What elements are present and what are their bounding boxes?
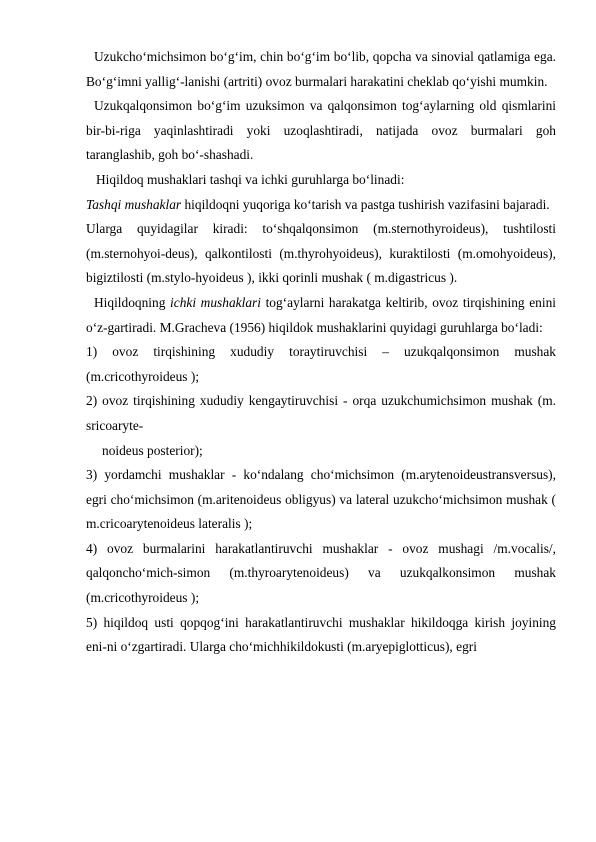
document-page <box>86 45 556 660</box>
list-item-1: 1) ovoz tirqishining xududiy toraytiruvchisi – uzukqalqonsimon mushak (m.cricothyroideus ); <box>86 344 556 384</box>
paragraph-external-list: Ularga quyidagilar kiradi: to‘shqalqonsimon (m.sternothyroideus), tushtilosti (m.sternohyoi-deus), qalkontilosti (m.thyrohyoideus), kuraktilosti (m.omohyoideus), bigiztilosti (m.stylo-hyoideus ), ikki qorinli mushak ( m.digastricus ). <box>86 221 556 286</box>
paragraph-text: tog‘aylarni harakatga keltirib, ovoz tirqishining enini o‘z-gartiradi. M.Gracheva (1956) hiqildok mushaklarini quyidagi guruhlarga bo‘ladi: <box>86 294 556 335</box>
italic-term-external: Tashqi mushaklar <box>86 196 182 212</box>
paragraph-muscle-groups: Hiqildoq mushaklari tashqi va ichki guruhlarga bo‘linadi: <box>96 171 405 187</box>
list-item-2: 2) ovoz tirqishining xududiy kengaytiruvchisi - orqa uzukchumichsimon mushak (m. sricoaryte- <box>86 393 556 433</box>
list-item-5: 5) hiqildoq usti qopqog‘ini harakatlantiruvchi mushaklar hikildoqga kirish joyining eni-ni o‘zgartiradi. Ularga cho‘michhikildokusti (m.aryepiglotticus), egri <box>86 614 556 655</box>
paragraph-internal-muscles <box>86 291 556 340</box>
list-item-2-continuation: noideus posterior); <box>102 442 203 458</box>
italic-term-internal: ichki mushaklari <box>170 294 261 310</box>
list-item-4: 4) ovoz burmalarini harakatlantiruvchi mushaklar - ovoz mushagi /m.vocalis/, qalqoncho‘mich-simon (m.thyroarytenoideus) va uzukqalkonsimon mushak (m.cricothyroideus ); <box>86 540 556 606</box>
list-item-3: 3) yordamchi mushaklar - ko‘ndalang cho‘michsimon (m.arytenoideustransversus), egri cho‘michsimon (m.aritenoideus obligyus) va lateral uzukcho‘michsimon mushak ( m.cricoarytenoideus lateralis ); <box>86 467 556 532</box>
paragraph-lead: Hiqildoqning <box>94 294 171 310</box>
paragraph-cricothyroid-joint: Uzukqalqonsimon bo‘g‘im uzuksimon va qalqonsimon tog‘aylarning old qismlarini bir-bi-riga yaqinlashtiradi yoki uzoqlashtiradi, natijada ovoz burmalari goh taranglashib, goh bo‘-shashadi. <box>86 98 556 163</box>
paragraph-external-muscles <box>86 193 556 218</box>
paragraph-cricoarytenoid-joint: Uzukcho‘michsimon bo‘g‘im, chin bo‘g‘im bo‘lib, qopcha va sinovial qatlamiga ega. Bo‘g‘imni yallig‘-lanishi (artriti) ovoz burmalari harakatini cheklab qo‘yishi mumkin. <box>86 49 556 89</box>
paragraph-text: hiqildoqni yuqoriga ko‘tarish va pastga tushirish vazifasini bajaradi. <box>181 196 550 212</box>
